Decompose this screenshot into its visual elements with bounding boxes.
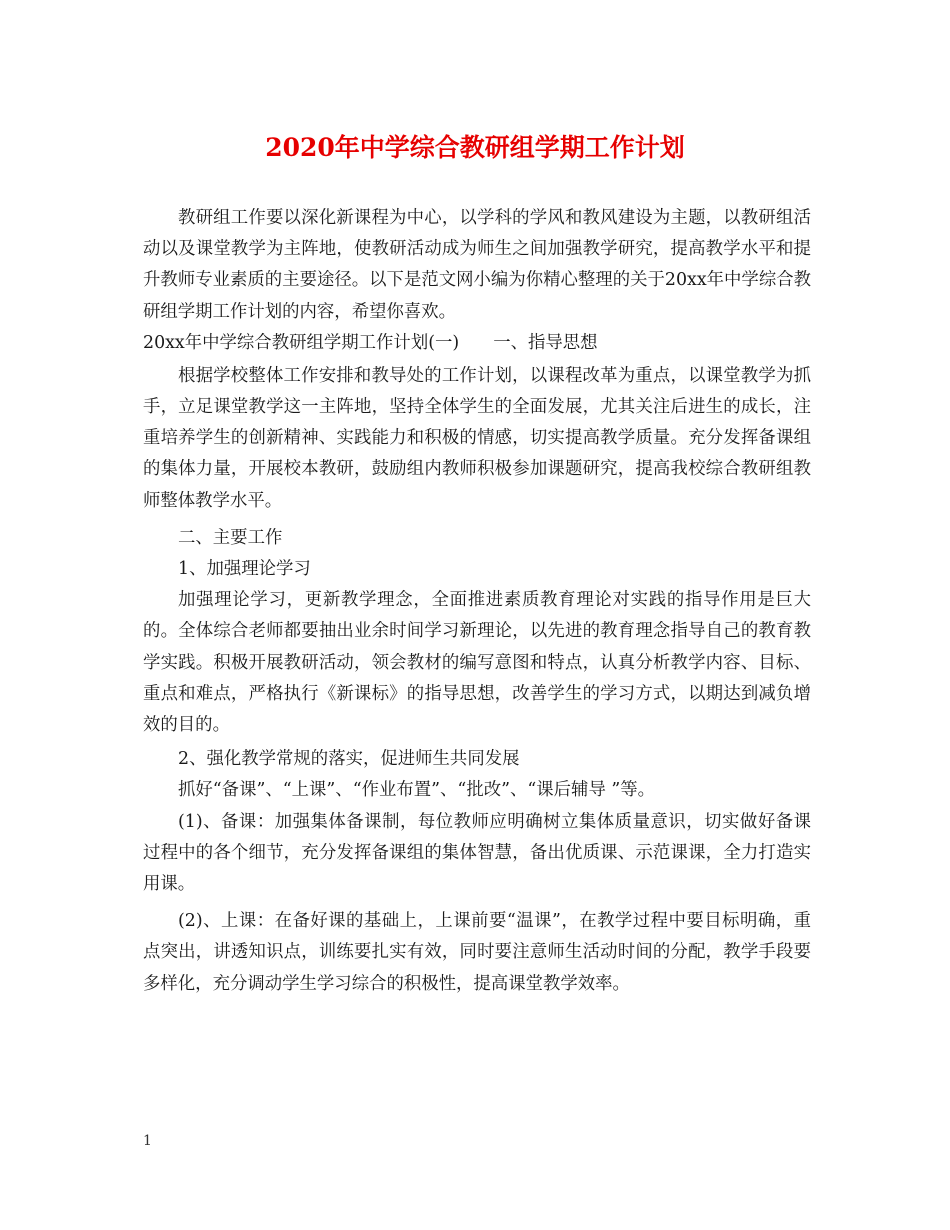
item2-sub1: (1)、备课：加强集体备课制，每位教师应明确树立集体质量意识，切实做好备课过程中的各个细节，充分发挥备课组的集体智慧，备出优质课、示范课课，全力打造实用课。 bbox=[143, 811, 811, 895]
item2-heading: 2、强化教学常规的落实，促进师生共同发展 bbox=[178, 749, 520, 770]
item2-lead: 抓好“备课”、“上课”、“作业布置”、“批改”、“课后辅导 ”等。 bbox=[178, 780, 656, 801]
plan-heading-line bbox=[143, 328, 811, 358]
document-body bbox=[143, 203, 811, 1000]
section1-heading: 一、指导思想 bbox=[493, 332, 598, 353]
section1-paragraph: 根据学校整体工作安排和教导处的工作计划，以课程改革为重点，以课堂教学为抓手，立足课堂教学这一主阵地，坚持全体学生的全面发展，尤其关注后进生的成长，注重培养学生的创新精神、实践能力和积极的情感，切实提高教学质量。充分发挥备课组的集体力量，开展校本教研，鼓励组内教师积极参加课题研究，提高我校综合教研组教师整体教学水平。 bbox=[143, 365, 811, 511]
section2-heading: 二、主要工作 bbox=[178, 527, 283, 548]
item1-paragraph: 加强理论学习，更新教学理念，全面推进素质教育理论对实践的指导作用是巨大的。全体综合老师都要抽出业余时间学习新理论，以先进的教育理念指导自己的教育教学实践。积极开展教研活动，领会教材的编写意图和特点，认真分析教学内容、目标、重点和难点，严格执行《新课标》的指导思想，改善学生的学习方式，以期达到减负增效的目的。 bbox=[143, 590, 811, 736]
plan-heading: 20xx年中学综合教研组学期工作计划(一) bbox=[143, 332, 460, 353]
document-title: 2020年中学综合教研组学期工作计划 bbox=[265, 133, 685, 162]
page-number: 1 bbox=[143, 1133, 152, 1149]
intro-paragraph: 教研组工作要以深化新课程为中心，以学科的学风和教风建设为主题，以教研组活动以及课堂教学为主阵地，使教研活动成为师生之间加强教学研究，提高教学水平和提升教师专业素质的主要途径。以下是范文网小编为你精心整理的关于20xx年中学综合教研组学期工作计划的内容，希望你喜欢。 bbox=[143, 208, 811, 322]
item1-heading: 1、加强理论学习 bbox=[178, 559, 311, 580]
item2-sub2: (2)、上课：在备好课的基础上，上课前要“温课”，在教学过程中要目标明确，重点突出，讲透知识点，训练要扎实有效，同时要注意师生活动时间的分配，教学手段要多样化，充分调动学生学习综合的积极性，提高课堂教学效率。 bbox=[143, 911, 811, 994]
